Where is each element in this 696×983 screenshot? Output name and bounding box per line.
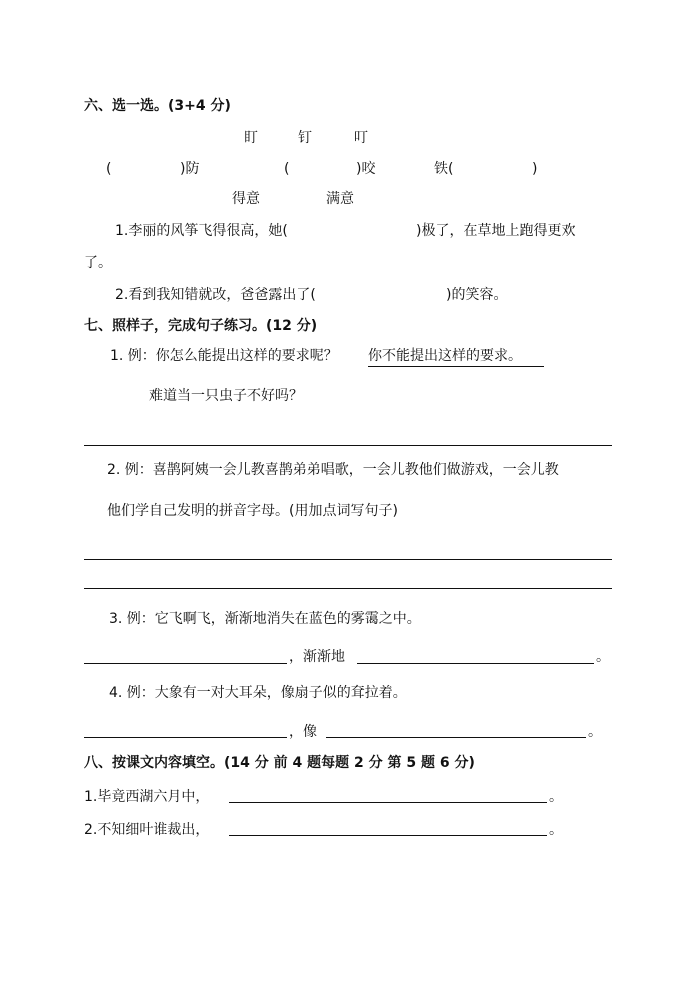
blank-3-close: ) (532, 161, 538, 177)
s6-q2-suffix: )的笑容。 (446, 287, 508, 303)
s8-q1-end: 。 (549, 789, 563, 805)
char-option-1: 盯 (244, 130, 258, 146)
s8-q1-blank[interactable] (229, 802, 547, 803)
blank-1-open: ( (106, 161, 112, 177)
example-3: 3. 例：它飞啊飞，渐渐地消失在蓝色的雾霭之中。 (109, 611, 421, 627)
section-6-title: 六、选一选。(3+4 分) (84, 98, 231, 114)
s6-q1-prefix: 1.李丽的风筝飞得很高，她( (115, 223, 288, 239)
example-1-prefix: 1. 例：你怎么能提出这样的要求呢？ (110, 348, 338, 364)
blank-1-close: )防 (180, 161, 200, 177)
s8-q2-end: 。 (549, 822, 563, 838)
example-4-end: 。 (588, 724, 602, 740)
s6-q1-cont: 了。 (84, 255, 112, 271)
answer-line-3[interactable] (84, 588, 612, 589)
answer-line-1[interactable] (84, 445, 612, 446)
char-option-3: 叮 (354, 130, 368, 146)
example-3-blank-1[interactable] (84, 663, 287, 664)
s8-q2-blank[interactable] (229, 835, 547, 836)
example-4-blank-2[interactable] (326, 737, 586, 738)
example-4-mid: ，像 (289, 724, 317, 740)
blank-2-open: ( (284, 161, 290, 177)
s6-q2-prefix: 2.看到我知错就改，爸爸露出了( (115, 287, 316, 303)
example-4-blank-1[interactable] (84, 737, 287, 738)
section-7-title: 七、照样子，完成句子练习。(12 分) (84, 318, 318, 334)
example-3-blank-2[interactable] (357, 663, 594, 664)
blank-3-open: 铁( (434, 161, 454, 177)
answer-line-2[interactable] (84, 559, 612, 560)
blank-2-close: )咬 (356, 161, 376, 177)
section-8-title: 八、按课文内容填空。(14 分 前 4 题每题 2 分 第 5 题 6 分) (84, 755, 475, 771)
s8-q2: 2.不知细叶谁裁出， (84, 822, 210, 838)
example-1-question: 难道当一只虫子不好吗？ (149, 388, 303, 404)
s6-q1-suffix: )极了，在草地上跑得更欢 (416, 223, 576, 239)
example-1-answer: 你不能提出这样的要求。 (368, 348, 522, 364)
word-option-1: 得意 (232, 191, 260, 207)
example-3-mid: ，渐渐地 (289, 649, 345, 665)
example-1-answer-underline (368, 366, 544, 367)
s8-q1: 1.毕竟西湖六月中， (84, 789, 210, 805)
example-2-line1: 2. 例：喜鹊阿姨一会儿教喜鹊弟弟唱歌，一会儿教他们做游戏，一会儿教 (107, 462, 559, 478)
char-option-2: 钉 (298, 130, 312, 146)
example-3-end: 。 (596, 649, 610, 665)
word-option-2: 满意 (326, 191, 354, 207)
example-4: 4. 例：大象有一对大耳朵，像扇子似的耷拉着。 (109, 685, 407, 701)
example-2-line2: 他们学自己发明的拼音字母。(用加点词写句子) (107, 503, 398, 519)
